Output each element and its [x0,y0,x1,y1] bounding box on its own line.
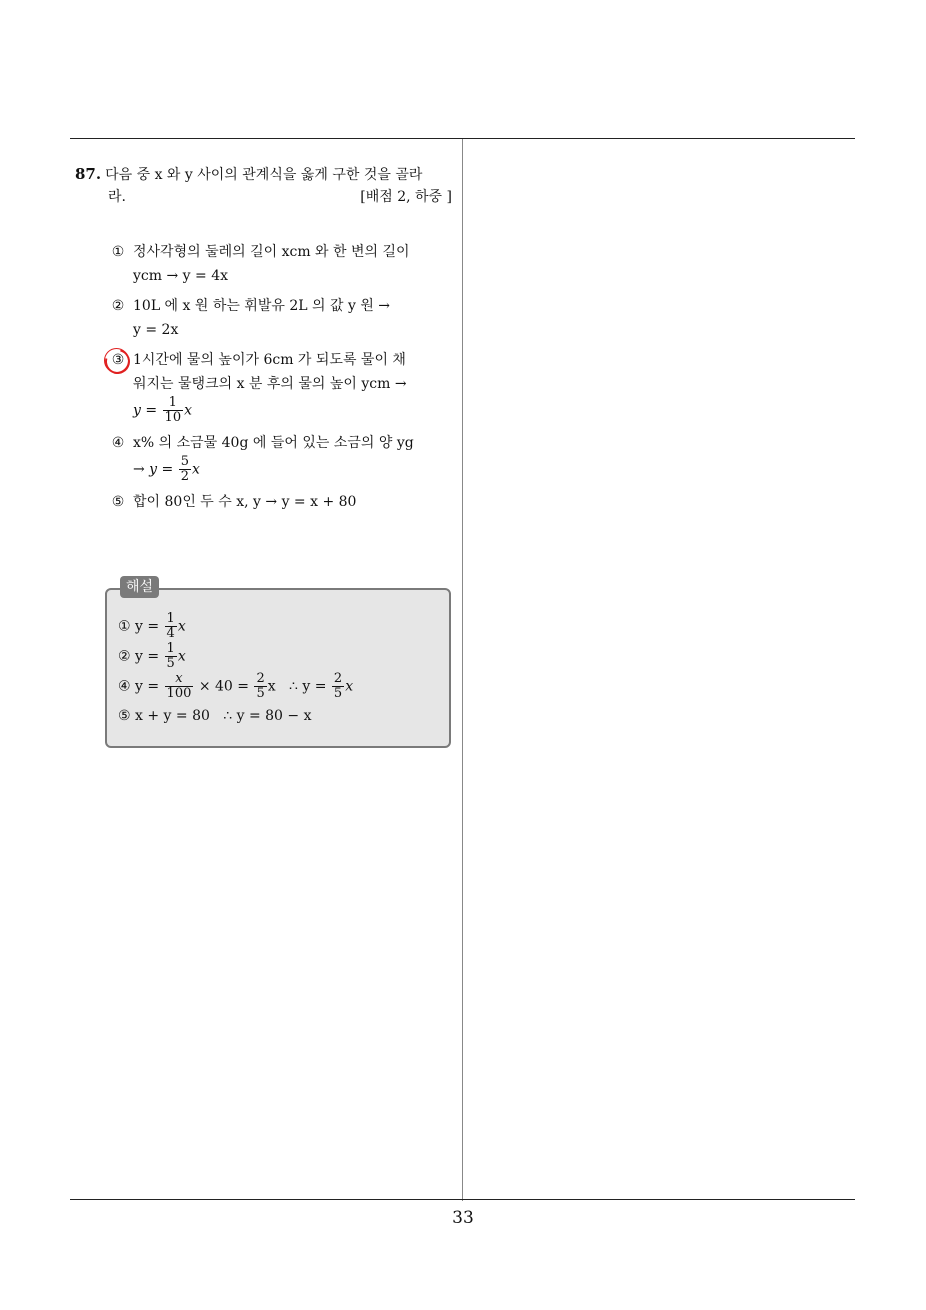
bottom-rule [70,1199,855,1200]
fraction-denominator: 5 [333,686,343,701]
column-divider [462,139,463,1201]
solution-text: x ∴ y = [267,678,327,695]
fraction-numerator: 1 [166,641,175,656]
solution-line-4 [118,702,448,728]
formula-text: x [192,461,200,478]
fraction-denominator: 2 [180,469,190,484]
choice-number: ② [111,298,125,314]
choice-text: 워지는 물탱크의 x 분 후의 물의 높이 ycm → [133,376,407,392]
problem-87 [75,163,460,208]
fraction-numerator: 2 [333,671,343,686]
fraction-denominator: 5 [166,656,175,671]
formula-text: y = [133,402,158,419]
fraction-denominator: 10 [164,410,182,425]
choices-list [108,240,448,520]
choice-text: ycm → y = 4x [133,268,228,284]
fraction [165,612,177,641]
problem-stem-line2 [75,186,460,208]
fraction [163,396,184,425]
choice-text: 합이 80인 두 수 x, y → y = x + 80 [133,494,357,510]
fraction [254,672,266,701]
solution-badge: 해설 [120,576,159,598]
solution-text: x [345,678,354,695]
fraction-numerator: 1 [163,396,184,411]
problem-score: [배점 2, 하중 ] [360,189,452,205]
solution-text: ④ y = [118,678,160,695]
problem-number: 87. [75,165,102,183]
choice-text: 정사각형의 둘레의 길이 xcm 와 한 변의 길이 [133,244,410,260]
formula-text: x [184,402,192,419]
choice-number: ⑤ [111,494,125,510]
solution-line-1 [118,612,448,642]
fraction-numerator: 1 [166,611,175,626]
choice-text: y = 2x [133,322,179,338]
choice-formula [133,396,448,425]
fraction-denominator: 5 [256,686,265,701]
choice-text: 10L 에 x 원 하는 휘발유 2L 의 값 y 원 → [133,298,391,314]
fraction [165,672,194,701]
fraction-denominator: 4 [166,626,175,641]
choice-formula [133,455,448,484]
problem-stem-text2: 라. [108,189,126,205]
solution-text: ② y = [118,648,160,665]
fraction [165,642,177,671]
choice-1[interactable] [108,240,448,288]
fraction [179,455,191,484]
choice-number: ① [111,244,125,260]
choice-text: x% 의 소금물 40g 에 들어 있는 소금의 양 yg [133,435,414,451]
fraction-numerator: x [165,672,194,687]
solution-text: x [177,618,186,635]
problem-stem-text: 다음 중 x 와 y 사이의 관계식을 옳게 구한 것을 골라 [105,167,423,183]
page-number: 33 [452,1208,474,1228]
choice-number-marked: ③ [108,348,128,372]
choice-4[interactable] [108,431,448,484]
choice-3[interactable] [108,348,448,425]
formula-text: → y = [133,461,174,478]
choice-number: ④ [111,435,125,451]
fraction-numerator: 2 [256,671,265,686]
solution-text: x [177,648,186,665]
solution-text: ① y = [118,618,160,635]
solution-line-3 [118,672,448,702]
fraction-denominator: 100 [166,686,192,701]
problem-stem-line1 [75,163,460,186]
choice-text: 1시간에 물의 높이가 6cm 가 되도록 물이 채 [133,352,406,368]
solution-line-2 [118,642,448,672]
fraction-numerator: 5 [180,454,190,469]
choice-2[interactable] [108,294,448,342]
choice-5[interactable] [108,490,448,514]
solution-lines [118,612,448,728]
solution-text: ⑤ x + y = 80 ∴ y = 80 − x [118,708,312,724]
fraction [332,672,344,701]
solution-text: × 40 = [198,678,250,695]
